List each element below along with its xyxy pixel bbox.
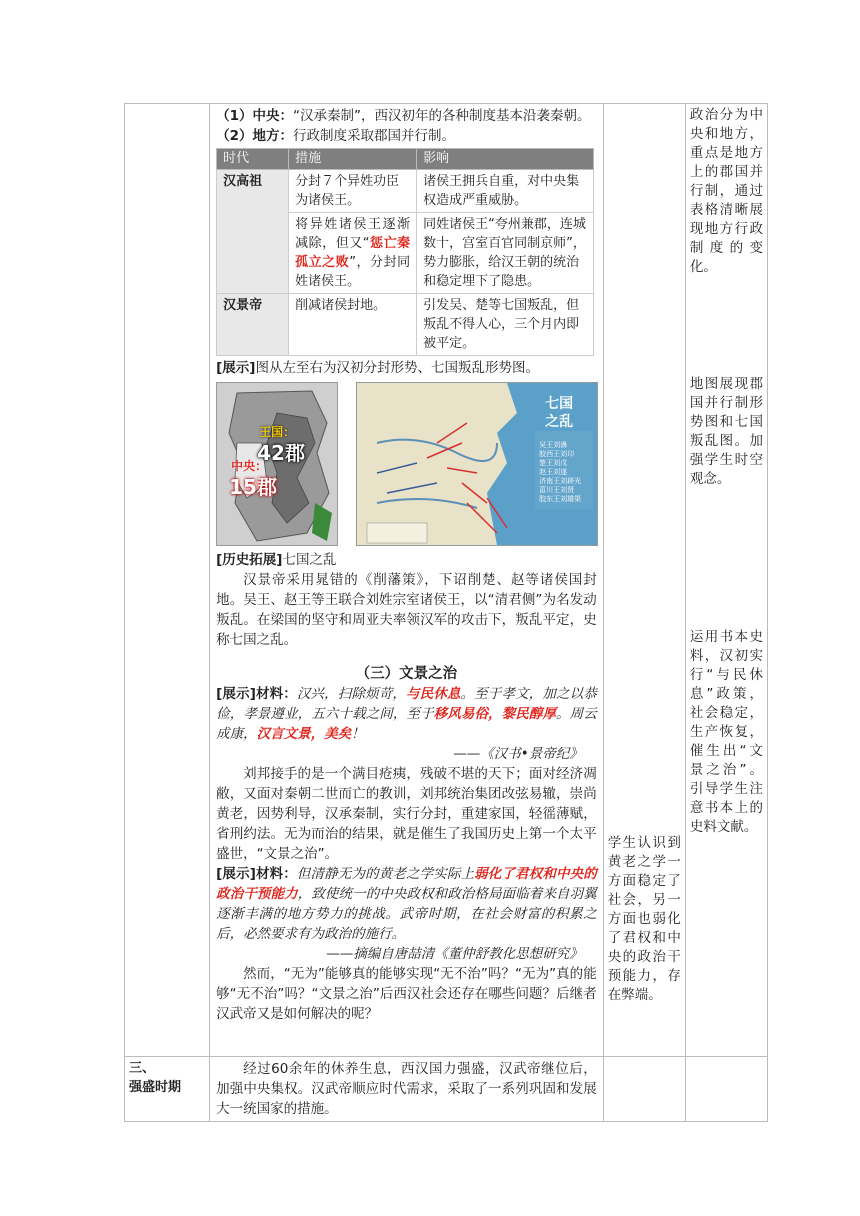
central-count: 15郡 <box>229 475 277 499</box>
col4-note-1: 政治分为中央和地方，重点是地方上的郡国并行制，通过表格清晰展现地方行政制度的变化。 <box>689 107 763 275</box>
central-map-label: 中央： <box>231 459 268 473</box>
ext-title: 七国之乱 <box>282 552 337 568</box>
content-cell <box>210 104 604 1057</box>
student-activity-cell <box>603 104 685 1057</box>
effect-cell: 引发吴、楚等七国叛乱，但叛乱不得人心，三个月内即被平定。 <box>417 294 594 356</box>
section-heading: （三）文景之治 <box>355 666 458 682</box>
col4-note-2: 地图展现郡国并行制形势图和七国叛乱图。加强学生时空观念。 <box>689 376 763 487</box>
measure-cell: 削减诸侯封地。 <box>289 294 417 356</box>
material-1-cite: ——《汉书•景帝纪》 <box>453 746 583 762</box>
central-label: （1）中央： <box>216 108 294 124</box>
section-content <box>210 1057 604 1122</box>
th-era: 时代 <box>217 149 289 170</box>
effect-cell: 同姓诸侯王“夸州兼郡，连城数十，宫室百官同制京师”，势力膨胀，给汉王朝的统治和稳定埋下了隐患。 <box>417 213 594 294</box>
map2-kings: 吴王刘濞 胶西王刘卬 楚王刘戊 赵王刘遂 济南王刘辟光 菑川王刘贤 胶东王刘雄渠 <box>539 441 582 503</box>
quote-red: 惩亡秦孤立之败 <box>295 236 411 270</box>
local-text: 行政制度采取郡国并行制。 <box>293 128 456 144</box>
central-text: “汉承秦制”，西汉初年的各种制度基本沿袭秦朝。 <box>293 108 591 124</box>
show-tag: [展示] <box>216 360 256 376</box>
kingdom-count: 42郡 <box>257 441 305 465</box>
th-effect: 影响 <box>417 149 594 170</box>
lesson-table <box>124 103 768 1122</box>
section-cell-empty <box>125 104 210 1057</box>
ext-body: 汉景帝采用晁错的《削藩策》，下诏削楚、赵等诸侯国封地。吴王、赵王等王联合刘姓宗室诸侯王，以“清君侧”为名发动叛乱。在梁国的坚守和周亚夫率领汉军的攻击下，叛乱平定，史称七国之乱。 <box>216 572 597 648</box>
measure-cell: 将异姓诸侯王逐渐减除，但又“惩亡秦孤立之败”，分封同姓诸侯王。 <box>289 213 417 294</box>
material-2-cite: ——摘编自唐喆清《董仲舒教化思想研究》 <box>326 946 583 962</box>
section-cell <box>125 1057 210 1122</box>
era-jingdi: 汉景帝 <box>217 294 289 356</box>
section-3-text: 经过60余年的休养生息，西汉国力强盛，汉武帝继位后，加强中央集权。汉武帝顺应时代需求，采取了一系列巩固和发展大一统国家的措施。 <box>216 1061 597 1117</box>
measure-cell: 分封７个异姓功臣为诸侯王。 <box>289 170 417 213</box>
material-2: [展示]材料：但清静无为的黄老之学实际上弱化了君权和中央的政治干预能力，致使统一的中央政权和政治格局面临着来自羽翼逐渐丰满的地方势力的挑战。武帝时期，在社会财富的积累之后，必然要求有为政治的施行。 <box>216 866 597 942</box>
map2-title: 七国之乱 <box>545 396 574 430</box>
effect-cell: 诸侯王拥兵自重，对中央集权造成严重威胁。 <box>417 170 594 213</box>
section-number: 三、 <box>129 1061 156 1076</box>
ext-tag: [历史拓展] <box>216 552 283 568</box>
seven-states-map <box>356 382 598 546</box>
enfeoffment-map <box>216 382 338 546</box>
kingdom-label: 王国： <box>259 425 296 439</box>
paragraph-2: 然而，“无为”能够真的能够实现“无不治”吗？“无为”真的能够“无不治”吗？“文景之治”后西汉社会还存在哪些问题？后继者汉武帝又是如何解决的呢？ <box>216 966 597 1022</box>
col3-text: 学生认识到黄老之学一方面稳定了社会，另一方面也弱化了君权和中央的政治干预能力，存在弊端。 <box>607 835 681 1003</box>
local-label: （2）地方： <box>216 128 294 144</box>
design-intent-cell <box>685 104 767 1057</box>
col4-note-3: 运用书本史料，汉初实行“与民休息”政策，社会稳定，生产恢复，催生出“文景之治”。引导学生注意书本上的史料文献。 <box>689 629 763 835</box>
enfeoffment-table <box>216 148 594 356</box>
show-text: 图从左至右为汉初分封形势、七国叛乱形势图。 <box>255 360 539 376</box>
paragraph-1: 刘邦接手的是一个满目疮痍，残破不堪的天下；面对经济凋敝，又面对秦朝二世而亡的教训，刘邦统治集团改弦易辙，崇尚黄老，因势利导，汉承秦制，实行分封，重建家国，轻徭薄赋，省刑约法。无为而治的结果，就是催生了我国历史上第一个太平盛世，“文景之治”。 <box>216 766 597 862</box>
maps-row <box>216 382 597 548</box>
material-1: [展示]材料：汉兴，扫除烦苛，与民休息。至于孝文，加之以恭俭，孝景遵业，五六十载之间，至于移风易俗，黎民醇厚。周云成康，汉言文景，美矣！ <box>216 686 597 742</box>
era-gaozu: 汉高祖 <box>217 170 289 294</box>
th-measure: 措施 <box>289 149 417 170</box>
section-title: 强盛时期 <box>129 1080 182 1095</box>
